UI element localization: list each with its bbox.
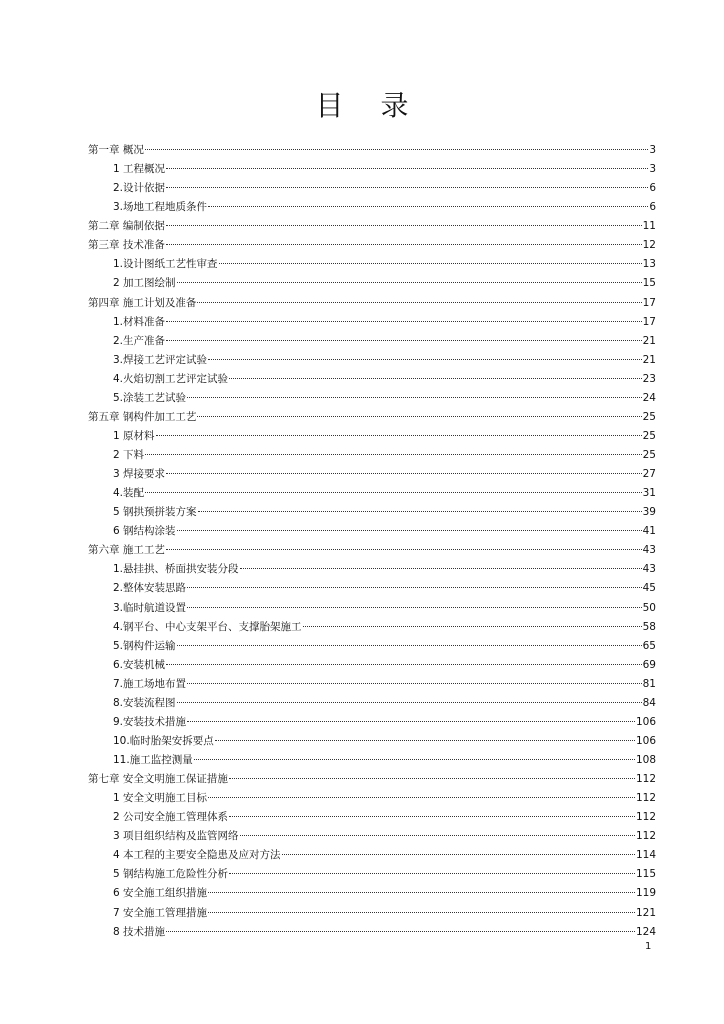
- toc-entry-label: 11.施工监控测量: [113, 754, 193, 766]
- toc-section-entry[interactable]: [88, 732, 656, 751]
- toc-entry-page: 23: [642, 372, 656, 385]
- toc-dot-leader: [177, 282, 642, 283]
- toc-entry-label: 4.钢平台、中心支架平台、支撑胎架施工: [113, 620, 302, 633]
- toc-dot-leader: [177, 645, 642, 646]
- toc-entry-page: 15: [642, 277, 656, 290]
- toc-entry-page: 119: [635, 887, 656, 900]
- toc-dot-leader: [166, 931, 635, 932]
- toc-entry-page: 17: [642, 296, 656, 309]
- toc-entry-label: 3.场地工程地质条件: [113, 201, 208, 214]
- toc-dot-leader: [187, 397, 642, 398]
- toc-chapter-entry[interactable]: [88, 408, 656, 427]
- toc-section-entry[interactable]: [88, 789, 656, 808]
- toc-chapter-entry[interactable]: [88, 236, 656, 255]
- toc-section-entry[interactable]: [88, 332, 656, 351]
- toc-entry-page: 106: [635, 715, 656, 728]
- toc-section-entry[interactable]: [88, 846, 656, 865]
- toc-dot-leader: [166, 168, 648, 169]
- document-title: 目 录: [315, 89, 423, 122]
- toc-section-entry[interactable]: [88, 599, 656, 618]
- toc-dot-leader: [240, 568, 642, 569]
- table-of-contents: [88, 141, 656, 942]
- toc-section-entry[interactable]: [88, 904, 656, 923]
- toc-section-entry[interactable]: [88, 389, 656, 408]
- toc-entry-label: 3 项目组织结构及监管网络: [113, 830, 239, 843]
- toc-entry-page: 3: [649, 144, 656, 156]
- toc-entry-page: 21: [642, 353, 656, 366]
- toc-entry-label: 8 技术措施: [113, 925, 166, 938]
- page-number: 1: [645, 941, 652, 952]
- toc-entry-page: 115: [635, 868, 656, 881]
- toc-dot-leader: [166, 321, 642, 322]
- toc-section-entry[interactable]: [88, 198, 656, 217]
- toc-entry-label: 6.安装机械: [113, 658, 166, 671]
- toc-entry-page: 31: [642, 487, 656, 500]
- toc-entry-page: 43: [642, 544, 656, 557]
- toc-entry-page: 124: [635, 925, 656, 938]
- toc-entry-label: 1.材料准备: [113, 315, 166, 328]
- toc-entry-page: 69: [642, 658, 656, 671]
- toc-dot-leader: [166, 664, 642, 665]
- toc-entry-page: 25: [642, 429, 656, 442]
- toc-entry-label: 2.整体安装思路: [113, 582, 187, 595]
- toc-entry-page: 50: [642, 601, 656, 614]
- toc-entry-page: 108: [635, 754, 656, 766]
- toc-dot-leader: [198, 511, 642, 512]
- toc-section-entry[interactable]: [88, 351, 656, 370]
- toc-section-entry[interactable]: [88, 274, 656, 293]
- toc-entry-label: 7.施工场地布置: [113, 677, 187, 690]
- toc-entry-label: 4 本工程的主要安全隐患及应对方法: [113, 849, 281, 862]
- toc-section-entry[interactable]: [88, 465, 656, 484]
- toc-dot-leader: [177, 702, 642, 703]
- toc-entry-page: 24: [642, 391, 656, 404]
- toc-dot-leader: [177, 530, 642, 531]
- toc-chapter-entry[interactable]: [88, 217, 656, 236]
- toc-entry-page: 25: [642, 449, 656, 461]
- toc-section-entry[interactable]: [88, 923, 656, 942]
- toc-chapter-entry[interactable]: [88, 141, 656, 160]
- toc-entry-label: 5 钢拱预拼装方案: [113, 506, 197, 519]
- toc-entry-page: 3: [649, 163, 656, 176]
- toc-dot-leader: [229, 378, 642, 379]
- toc-entry-page: 13: [642, 258, 656, 271]
- toc-entry-page: 17: [642, 315, 656, 328]
- toc-entry-label: 第七章 安全文明施工保证措施: [88, 773, 228, 786]
- toc-dot-leader: [187, 683, 642, 684]
- toc-dot-leader: [208, 892, 635, 893]
- toc-entry-page: 6: [649, 182, 656, 195]
- toc-entry-label: 第三章 技术准备: [88, 239, 165, 252]
- toc-dot-leader: [187, 721, 635, 722]
- toc-dot-leader: [208, 797, 635, 798]
- toc-section-entry[interactable]: [88, 713, 656, 732]
- toc-entry-label: 1.悬挂拱、桥面拱安装分段: [113, 563, 239, 576]
- toc-dot-leader: [166, 225, 642, 226]
- toc-entry-page: 112: [635, 773, 656, 786]
- toc-section-entry[interactable]: [88, 370, 656, 389]
- toc-section-entry[interactable]: [88, 427, 656, 446]
- toc-section-entry[interactable]: [88, 503, 656, 522]
- toc-entry-page: 106: [635, 734, 656, 747]
- toc-entry-page: 114: [635, 849, 656, 862]
- toc-section-entry[interactable]: [88, 160, 656, 179]
- toc-entry-label: 1 安全文明施工目标: [113, 792, 208, 805]
- toc-section-entry[interactable]: [88, 522, 656, 541]
- toc-section-entry[interactable]: [88, 560, 656, 579]
- toc-entry-page: 39: [642, 506, 656, 519]
- toc-dot-leader: [166, 549, 642, 550]
- toc-dot-leader: [229, 816, 635, 817]
- toc-section-entry[interactable]: [88, 808, 656, 827]
- toc-entry-page: 84: [642, 696, 656, 709]
- toc-entry-page: 121: [635, 906, 656, 919]
- toc-entry-label: 4.火焰切割工艺评定试验: [113, 372, 229, 385]
- toc-section-entry[interactable]: [88, 656, 656, 675]
- toc-entry-page: 25: [642, 410, 656, 423]
- toc-section-entry[interactable]: [88, 694, 656, 713]
- toc-section-entry[interactable]: [88, 884, 656, 903]
- toc-entry-label: 2 公司安全施工管理体系: [113, 811, 229, 824]
- toc-section-entry[interactable]: [88, 637, 656, 656]
- toc-section-entry[interactable]: [88, 675, 656, 694]
- toc-dot-leader: [282, 854, 635, 855]
- toc-dot-leader: [166, 340, 642, 341]
- toc-entry-label: 2 下料: [113, 449, 145, 461]
- toc-dot-leader: [229, 778, 635, 779]
- toc-dot-leader: [145, 492, 642, 493]
- toc-entry-label: 10.临时胎架安拆要点: [113, 734, 214, 747]
- toc-entry-label: 2.生产准备: [113, 334, 166, 347]
- toc-entry-label: 5.涂装工艺试验: [113, 391, 187, 404]
- toc-entry-page: 11: [642, 220, 656, 233]
- toc-dot-leader: [208, 912, 635, 913]
- toc-entry-page: 21: [642, 334, 656, 347]
- toc-entry-page: 27: [642, 468, 656, 481]
- toc-entry-page: 43: [642, 563, 656, 576]
- toc-dot-leader: [240, 835, 635, 836]
- toc-entry-label: 5 钢结构施工危险性分析: [113, 868, 229, 881]
- toc-entry-label: 第六章 施工工艺: [88, 544, 165, 557]
- toc-entry-page: 58: [642, 620, 656, 633]
- toc-entry-label: 7 安全施工管理措施: [113, 906, 208, 919]
- toc-entry-page: 112: [635, 811, 656, 824]
- toc-section-entry[interactable]: [88, 865, 656, 884]
- toc-entry-label: 第四章 施工计划及准备: [88, 296, 197, 309]
- toc-entry-page: 112: [635, 792, 656, 805]
- toc-entry-label: 3 焊接要求: [113, 468, 166, 481]
- toc-entry-page: 6: [649, 201, 656, 214]
- toc-section-entry[interactable]: [88, 579, 656, 598]
- toc-entry-label: 1 原材料: [113, 429, 155, 442]
- toc-entry-label: 8.安装流程图: [113, 696, 176, 709]
- toc-chapter-entry[interactable]: [88, 294, 656, 313]
- toc-section-entry[interactable]: [88, 751, 656, 770]
- toc-dot-leader: [187, 587, 642, 588]
- toc-entry-label: 第二章 编制依据: [88, 220, 165, 233]
- toc-section-entry[interactable]: [88, 313, 656, 332]
- toc-dot-leader: [215, 740, 635, 741]
- toc-entry-page: 81: [642, 677, 656, 690]
- toc-section-entry[interactable]: [88, 618, 656, 637]
- toc-dot-leader: [219, 263, 642, 264]
- toc-dot-leader: [303, 626, 642, 627]
- toc-entry-label: 第一章 概况: [88, 144, 144, 156]
- toc-dot-leader: [197, 302, 641, 303]
- toc-chapter-entry[interactable]: [88, 541, 656, 560]
- toc-entry-label: 5.钢构件运输: [113, 639, 176, 652]
- toc-section-entry[interactable]: [88, 179, 656, 198]
- toc-entry-page: 112: [635, 830, 656, 843]
- toc-dot-leader: [166, 244, 642, 245]
- toc-entry-label: 3.临时航道设置: [113, 601, 187, 614]
- toc-dot-leader: [229, 873, 635, 874]
- toc-dot-leader: [208, 359, 642, 360]
- toc-dot-leader: [194, 759, 635, 760]
- toc-entry-label: 6 钢结构涂装: [113, 525, 176, 538]
- toc-entry-label: 3.焊接工艺评定试验: [113, 353, 208, 366]
- toc-chapter-entry[interactable]: [88, 770, 656, 789]
- toc-section-entry[interactable]: [88, 827, 656, 846]
- toc-section-entry[interactable]: [88, 484, 656, 503]
- toc-entry-page: 45: [642, 582, 656, 595]
- toc-entry-page: 41: [642, 525, 656, 538]
- toc-dot-leader: [187, 607, 642, 608]
- toc-entry-label: 6 安全施工组织措施: [113, 887, 208, 900]
- toc-entry-label: 9.安装技术措施: [113, 715, 187, 728]
- toc-dot-leader: [166, 187, 648, 188]
- toc-dot-leader: [166, 473, 642, 474]
- toc-entry-label: 4.装配: [113, 487, 145, 500]
- toc-dot-leader: [208, 206, 648, 207]
- toc-dot-leader: [145, 149, 648, 150]
- toc-entry-page: 65: [642, 639, 656, 652]
- toc-entry-page: 12: [642, 239, 656, 252]
- toc-dot-leader: [156, 435, 642, 436]
- toc-dot-leader: [197, 416, 641, 417]
- toc-entry-label: 2.设计依据: [113, 182, 166, 195]
- toc-section-entry[interactable]: [88, 446, 656, 465]
- toc-entry-label: 第五章 钢构件加工工艺: [88, 410, 197, 423]
- toc-entry-label: 2 加工图绘制: [113, 277, 176, 290]
- toc-entry-label: 1 工程概况: [113, 163, 166, 176]
- toc-dot-leader: [145, 454, 642, 455]
- toc-entry-label: 1.设计图纸工艺性审查: [113, 258, 218, 271]
- toc-section-entry[interactable]: [88, 255, 656, 274]
